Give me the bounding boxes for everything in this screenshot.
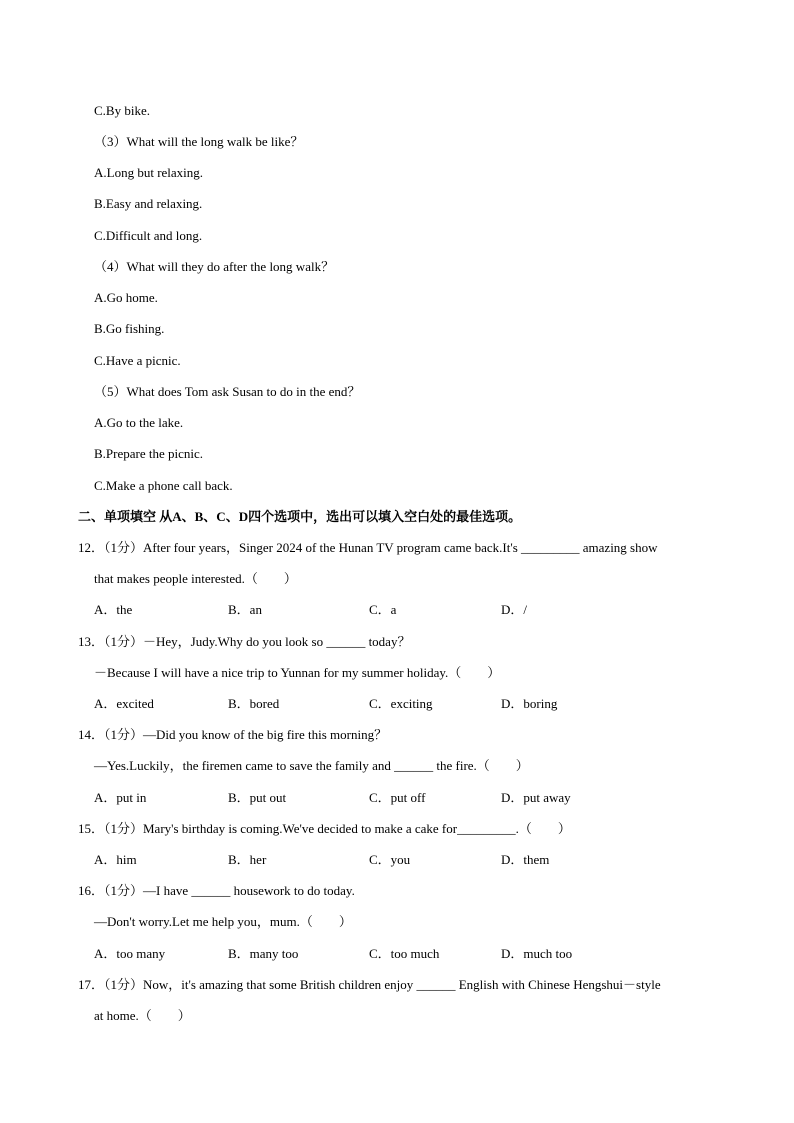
q2-option-c: C.By bike. bbox=[94, 103, 150, 118]
q5-option-b: B.Prepare the picnic. bbox=[94, 446, 204, 461]
q4-stem: （4）What will they do after the long walk？ bbox=[94, 259, 335, 274]
q12-option-a: A．the bbox=[94, 602, 133, 617]
q17-line-2: at home.（ ） bbox=[94, 1008, 191, 1023]
q14-option-a: A．put in bbox=[94, 790, 147, 805]
q17-line-1: 17．（1分）Now，it's amazing that some British children enjoy ______ English with Chinese Hengshui－style bbox=[78, 977, 661, 992]
q16-option-a: A．too many bbox=[94, 946, 166, 961]
q3-option-c: C.Difficult and long. bbox=[94, 228, 203, 243]
q16-line-1: 16．（1分）—I have ______ housework to do today. bbox=[78, 883, 355, 898]
q4-option-c: C.Have a picnic. bbox=[94, 353, 181, 368]
q13-option-a: A．excited bbox=[94, 696, 154, 711]
q14-option-b: B．put out bbox=[228, 790, 287, 805]
q15-line-1: 15．（1分）Mary's birthday is coming.We've decided to make a cake for_________.（ ） bbox=[78, 821, 571, 836]
q16-option-d: D．much too bbox=[501, 946, 573, 961]
q13-option-b: B．bored bbox=[228, 696, 280, 711]
q13-option-c: C．exciting bbox=[369, 696, 433, 711]
q4-option-a: A.Go home. bbox=[94, 290, 158, 305]
q14-line-2: —Yes.Luckily，the firemen came to save the family and ______ the fire.（ ） bbox=[94, 758, 529, 773]
q5-option-c: C.Make a phone call back. bbox=[94, 478, 233, 493]
q12-option-b: B．an bbox=[228, 602, 262, 617]
q15-option-a: A．him bbox=[94, 852, 137, 867]
section-heading: 二、单项填空 从A、B、C、D四个选项中，选出可以填入空白处的最佳选项。 bbox=[78, 509, 522, 524]
q15-option-d: D．them bbox=[501, 852, 550, 867]
q14-option-d: D．put away bbox=[501, 790, 571, 805]
q5-stem: （5）What does Tom ask Susan to do in the end？ bbox=[94, 384, 361, 399]
q15-option-c: C．you bbox=[369, 852, 411, 867]
q12-line-2: that makes people interested.（ ） bbox=[94, 571, 297, 586]
q12-line-1: 12．（1分）After four years，Singer 2024 of the Hunan TV program came back.It's _________ amazing show bbox=[78, 540, 658, 555]
q16-option-b: B．many too bbox=[228, 946, 299, 961]
q12-option-c: C．a bbox=[369, 602, 397, 617]
q16-line-2: —Don't worry.Let me help you，mum.（ ） bbox=[94, 914, 352, 929]
q15-option-b: B．her bbox=[228, 852, 267, 867]
q14-option-c: C．put off bbox=[369, 790, 426, 805]
q3-option-a: A.Long but relaxing. bbox=[94, 165, 204, 180]
q14-line-1: 14．（1分）—Did you know of the big fire this morning？ bbox=[78, 727, 388, 742]
q16-option-c: C．too much bbox=[369, 946, 440, 961]
q13-line-2: －Because I will have a nice trip to Yunnan for my summer holiday.（ ） bbox=[94, 665, 501, 680]
q13-line-1: 13．（1分）－Hey，Judy.Why do you look so ______ today？ bbox=[78, 634, 411, 649]
q4-option-b: B.Go fishing. bbox=[94, 321, 165, 336]
q12-option-d: D．/ bbox=[501, 602, 528, 617]
q3-stem: （3）What will the long walk be like？ bbox=[94, 134, 304, 149]
q3-option-b: B.Easy and relaxing. bbox=[94, 196, 203, 211]
q13-option-d: D．boring bbox=[501, 696, 558, 711]
q5-option-a: A.Go to the lake. bbox=[94, 415, 184, 430]
